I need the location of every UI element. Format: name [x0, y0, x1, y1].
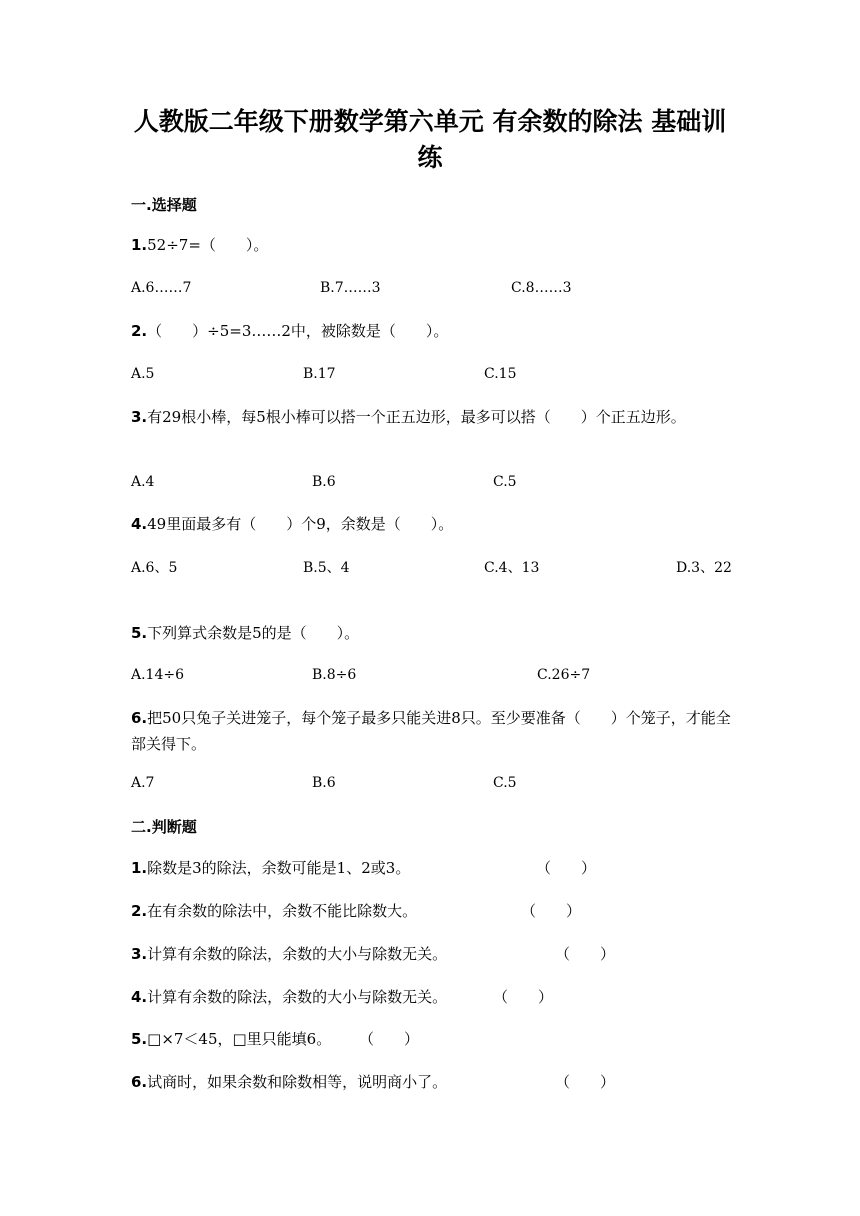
option-c: C.26÷7: [537, 667, 591, 683]
option-b: B.17: [303, 366, 336, 382]
choice-options-3: [131, 469, 731, 495]
judge-question-3: [131, 941, 731, 967]
question-text: 试商时，如果余数和除数相等，说明商小了。: [147, 1073, 448, 1091]
answer-parentheses: （ ）: [359, 1030, 420, 1048]
judge-question-1: [131, 855, 731, 881]
question-text: 除数是3的除法，余数可能是1、2或3。: [147, 859, 411, 877]
answer-parentheses: （ ）: [521, 902, 582, 920]
section-heading-choice: 一.选择题: [131, 196, 197, 214]
question-number: 6.: [131, 709, 148, 727]
question-number: 6.: [131, 1073, 148, 1091]
option-a: A.7: [131, 775, 155, 791]
question-text: 下列算式余数是5的是（ ）。: [147, 624, 360, 642]
option-c: C.5: [493, 474, 517, 490]
question-text: （ ）÷5=3……2中，被除数是（ ）。: [147, 322, 449, 340]
judge-question-5: [131, 1026, 731, 1052]
section-heading-judge: 二.判断题: [131, 818, 197, 836]
question-text: 49里面最多有（ ）个9，余数是（ ）。: [147, 515, 454, 533]
option-a: A.14÷6: [131, 667, 185, 683]
question-text: 把50只兔子关进笼子，每个笼子最多只能关进8只。至少要准备（ ）个笼子，才能全部关得下。: [131, 709, 731, 753]
question-number: 2.: [131, 322, 148, 340]
judge-question-6: [131, 1069, 731, 1095]
judge-question-2: [131, 898, 731, 924]
option-c: C.8……3: [511, 280, 572, 296]
question-number: 3.: [131, 408, 148, 426]
question-text: □×7＜45，□里只能填6。: [147, 1030, 332, 1048]
choice-question-3: [131, 404, 731, 430]
question-number: 4.: [131, 515, 148, 533]
option-b: B.7……3: [320, 280, 381, 296]
option-c: C.15: [484, 366, 517, 382]
option-b: B.6: [312, 474, 336, 490]
option-d-head: D.3、22: [676, 560, 732, 576]
question-text: 52÷7=（ ）。: [147, 236, 269, 254]
question-number: 4.: [131, 988, 148, 1006]
option-a: A.6、5: [131, 560, 178, 576]
question-number: 1.: [131, 859, 148, 877]
choice-options-6: [131, 770, 731, 796]
answer-parentheses: （ ）: [536, 859, 597, 877]
choice-question-6: [131, 705, 731, 757]
option-c: C.5: [493, 775, 517, 791]
option-b: B.8÷6: [312, 667, 357, 683]
question-number: 5.: [131, 624, 148, 642]
question-number: 3.: [131, 945, 148, 963]
choice-options-1: [131, 275, 731, 301]
choice-question-1: [131, 232, 731, 258]
choice-question-5: [131, 620, 731, 646]
option-a: A.4: [131, 474, 155, 490]
question-text: 计算有余数的除法，余数的大小与除数无关。: [147, 945, 448, 963]
question-text: 有29根小棒，每5根小棒可以搭一个正五边形，最多可以搭（ ）个正五边形。: [147, 408, 686, 426]
option-b: B.5、4: [303, 560, 350, 576]
choice-options-2: [131, 361, 731, 387]
choice-question-4: [131, 511, 731, 537]
question-text: 计算有余数的除法，余数的大小与除数无关。: [147, 988, 448, 1006]
choice-question-2: [131, 318, 731, 344]
option-b: B.6: [312, 775, 336, 791]
option-a: A.6……7: [131, 280, 192, 296]
choice-options-4: [131, 555, 731, 581]
answer-parentheses: （ ）: [555, 1073, 616, 1091]
page-title: 人教版二年级下册数学第六单元 有余数的除法 基础训练: [133, 107, 727, 172]
judge-question-4: [131, 984, 731, 1010]
answer-parentheses: （ ）: [493, 988, 554, 1006]
question-number: 2.: [131, 902, 148, 920]
answer-parentheses: （ ）: [555, 945, 616, 963]
option-a: A.5: [131, 366, 155, 382]
question-number: 1.: [131, 236, 148, 254]
question-number: 5.: [131, 1030, 148, 1048]
option-c: C.4、13: [484, 560, 540, 576]
question-text: 在有余数的除法中，余数不能比除数大。: [147, 902, 418, 920]
choice-options-5: [131, 662, 731, 688]
